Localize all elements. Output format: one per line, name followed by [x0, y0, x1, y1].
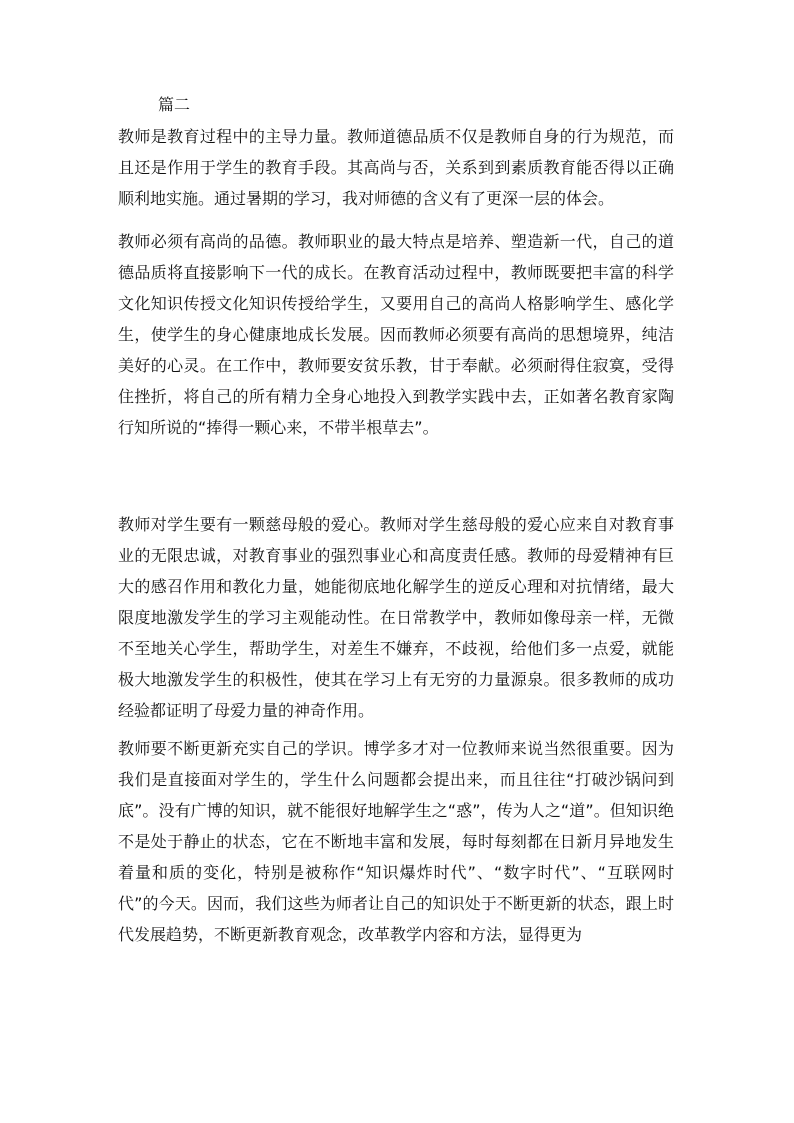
paragraph-teacher-role: 教师是教育过程中的主导力量。教师道德品质不仅是教师自身的行为规范，而且还是作用于学生的教育手段。其高尚与否，关系到到素质教育能否得以正确顺利地实施。通过暑期的学习，我对师德的含义有了更深一层的体会。 [118, 127, 674, 208]
paragraph-motherly-love: 教师对学生要有一颗慈母般的爱心。教师对学生慈母般的爱心应来自对教育事业的无限忠诚，对教育事业的强烈事业心和高度责任感。教师的母爱精神有巨大的感召作用和教化力量，她能彻底地化解学生的逆反心理和对抗情绪，最大限度地激发学生的学习主观能动性。在日常教学中，教师如像母亲一样，无微不至地关心学生，帮助学生，对差生不嫌弃，不歧视，给他们多一点爱，就能极大地激发学生的积极性，使其在学习上有无穷的力量源泉。很多教师的成功经验都证明了母爱力量的神奇作用。 [118, 515, 674, 720]
section-heading: 篇二 [158, 95, 191, 114]
paragraph-update-knowledge: 教师要不断更新充实自己的学识。博学多才对一位教师来说当然很重要。因为我们是直接面对学生的，学生什么问题都会提出来，而且往往“打破沙锅问到底”。没有广博的知识，就不能很好地解学生之“惑”，传为人之“道”。但知识绝不是处于静止的状态，它在不断地丰富和发展，每时每刻都在日新月异地发生着量和质的变化，特别是被称作“知识爆炸时代”、“数字时代”、“互联网时代”的今天。因而，我们这些为师者让自己的知识处于不断更新的状态，跟上时代发展趋势，不断更新教育观念，改革教学内容和方法，显得更为 [118, 739, 674, 944]
paragraph-noble-morality: 教师必须有高尚的品德。教师职业的最大特点是培养、塑造新一代，自己的道德品质将直接影响下一代的成长。在教育活动过程中，教师既要把丰富的科学文化知识传授文化知识传授给学生，又要用自己的高尚人格影响学生、感化学生，使学生的身心健康地成长发展。因而教师必须要有高尚的思想境界，纯洁美好的心灵。在工作中，教师要安贫乐教，甘于奉献。必须耐得住寂寞，受得住挫折，将自己的所有精力全身心地投入到教学实践中去，正如著名教育家陶行知所说的“捧得一颗心来，不带半根草去”。 [118, 232, 674, 437]
